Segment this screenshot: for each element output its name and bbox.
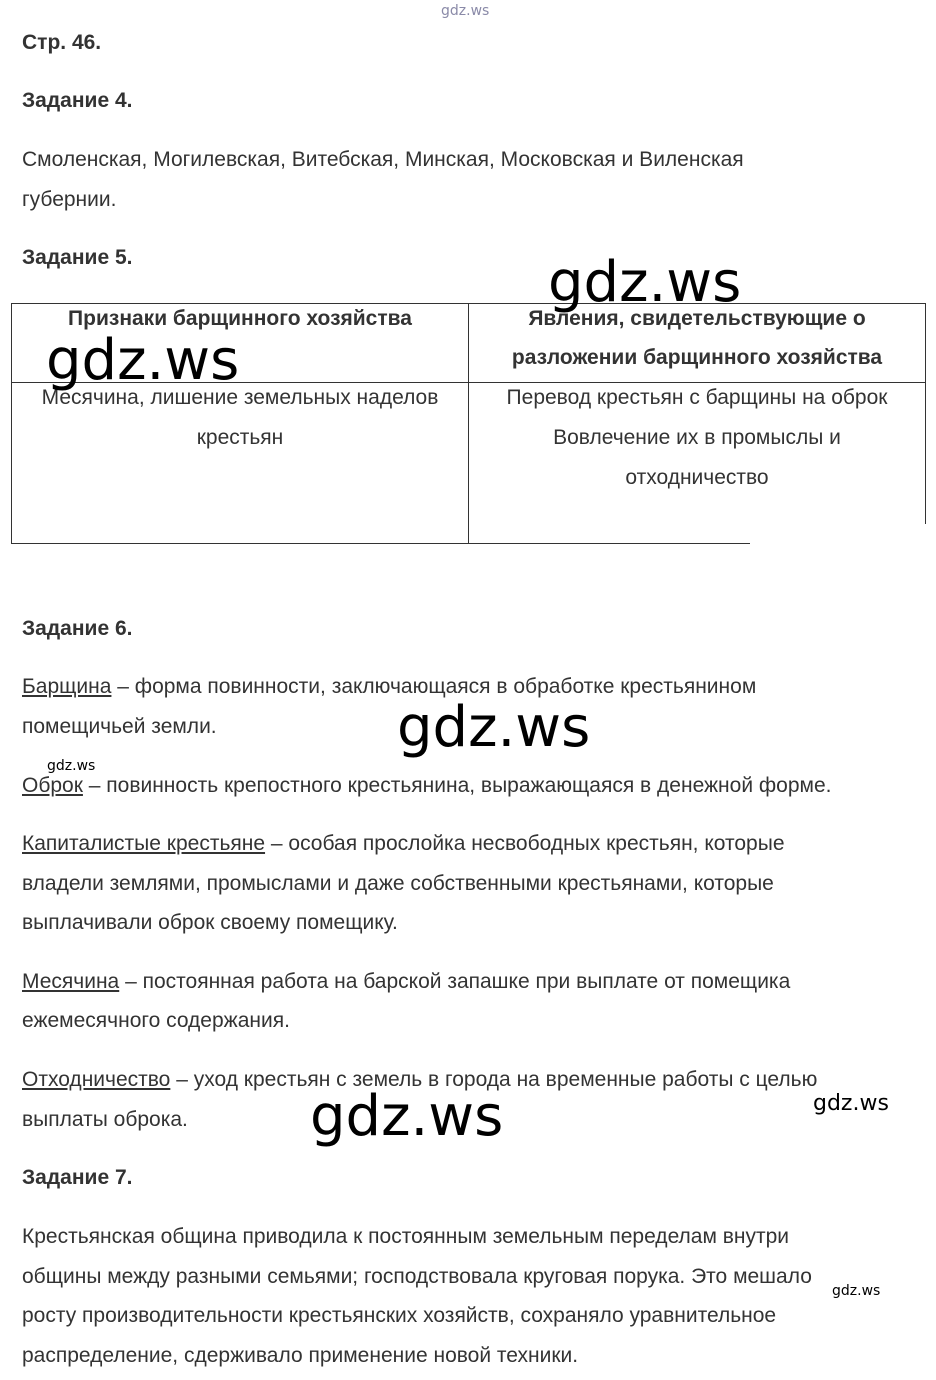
term-obrok-line1 — [22, 766, 832, 806]
task5-heading: Задание 5. — [22, 246, 133, 269]
watermark-top: gdz.ws — [441, 3, 490, 19]
term-obrok-def: – повинность крепостного крестьянина, выражающаяся в денежной форме. — [82, 774, 832, 797]
table-cell-col2-line3: отходничество — [625, 466, 769, 489]
task4-heading: Задание 4. — [22, 89, 133, 112]
watermark-small-1: gdz.ws — [47, 758, 96, 774]
term-kapitalistye-line2: владели землями, промыслами и даже собственными крестьянами, которые — [22, 872, 774, 895]
watermark-big-4: gdz.ws — [310, 1084, 504, 1149]
watermark-small-3: gdz.ws — [832, 1283, 881, 1299]
term-barshchina: Барщина — [22, 675, 112, 698]
term-barshchina-def: – форма повинности, заключающаяся в обработке крестьянином — [111, 675, 757, 698]
table-cell-col1-line1: Месячина, лишение земельных наделов — [41, 386, 439, 409]
watermark-big-1: gdz.ws — [548, 250, 742, 315]
table-header-col2-line1: Явления, свидетельствующие о — [528, 307, 866, 330]
term-otkhodnichestvo-line2: выплаты оброка. — [22, 1108, 188, 1131]
table-cell-col2-line2: Вовлечение их в промыслы и — [553, 426, 841, 449]
table-header-col2-line2: разложении барщинного хозяйства — [511, 346, 883, 369]
table-header-col1: Признаки барщинного хозяйства — [68, 307, 412, 330]
table-cell-col1-line2: крестьян — [196, 426, 284, 449]
term-otkhodnichestvo-def: – уход крестьян с земель в города на временные работы с целью — [170, 1068, 818, 1091]
term-barshchina-line1 — [22, 667, 756, 707]
table-cell-col2-line1: Перевод крестьян с барщины на оброк — [506, 386, 888, 409]
term-kapitalistye-line3: выплачивали оброк своему помещику. — [22, 911, 398, 934]
task7-line4: распределение, сдерживало применение новой техники. — [22, 1344, 579, 1367]
task7-line2: общины между разными семьями; господствовала круговая порука. Это мешало — [22, 1265, 812, 1288]
term-obrok: Оброк — [22, 774, 83, 797]
term-kapitalistye-line1 — [22, 824, 785, 864]
page-label: Стр. 46. — [22, 31, 102, 54]
task4-text-line2: губернии. — [22, 188, 117, 211]
term-kapitalistye-def: – особая прослойка несвободных крестьян, которые — [265, 832, 785, 855]
task6-heading: Задание 6. — [22, 617, 133, 640]
watermark-big-2: gdz.ws — [46, 328, 240, 393]
term-mesyachina-def: – постоянная работа на барской запашке при выплате от помещика — [119, 970, 791, 993]
task4-text-line1: Смоленская, Могилевская, Витебская, Минская, Московская и Виленская — [22, 148, 744, 171]
watermark-big-3: gdz.ws — [397, 695, 591, 760]
term-mesyachina: Месячина — [22, 970, 120, 993]
term-barshchina-line2: помещичьей земли. — [22, 715, 217, 738]
task7-line3: росту производительности крестьянских хозяйств, сохраняло уравнительное — [22, 1304, 777, 1327]
table-border-bottom — [11, 543, 750, 544]
term-otkhodnichestvo: Отходничество — [22, 1068, 171, 1091]
watermark-small-2: gdz.ws — [813, 1091, 889, 1116]
term-mesyachina-line1 — [22, 962, 790, 1002]
table-border-right — [925, 303, 926, 524]
term-mesyachina-line2: ежемесячного содержания. — [22, 1009, 290, 1032]
task7-line1: Крестьянская община приводила к постоянным земельным переделам внутри — [22, 1225, 790, 1248]
task7-heading: Задание 7. — [22, 1166, 133, 1189]
term-kapitalistye: Капиталистые крестьяне — [22, 832, 266, 855]
